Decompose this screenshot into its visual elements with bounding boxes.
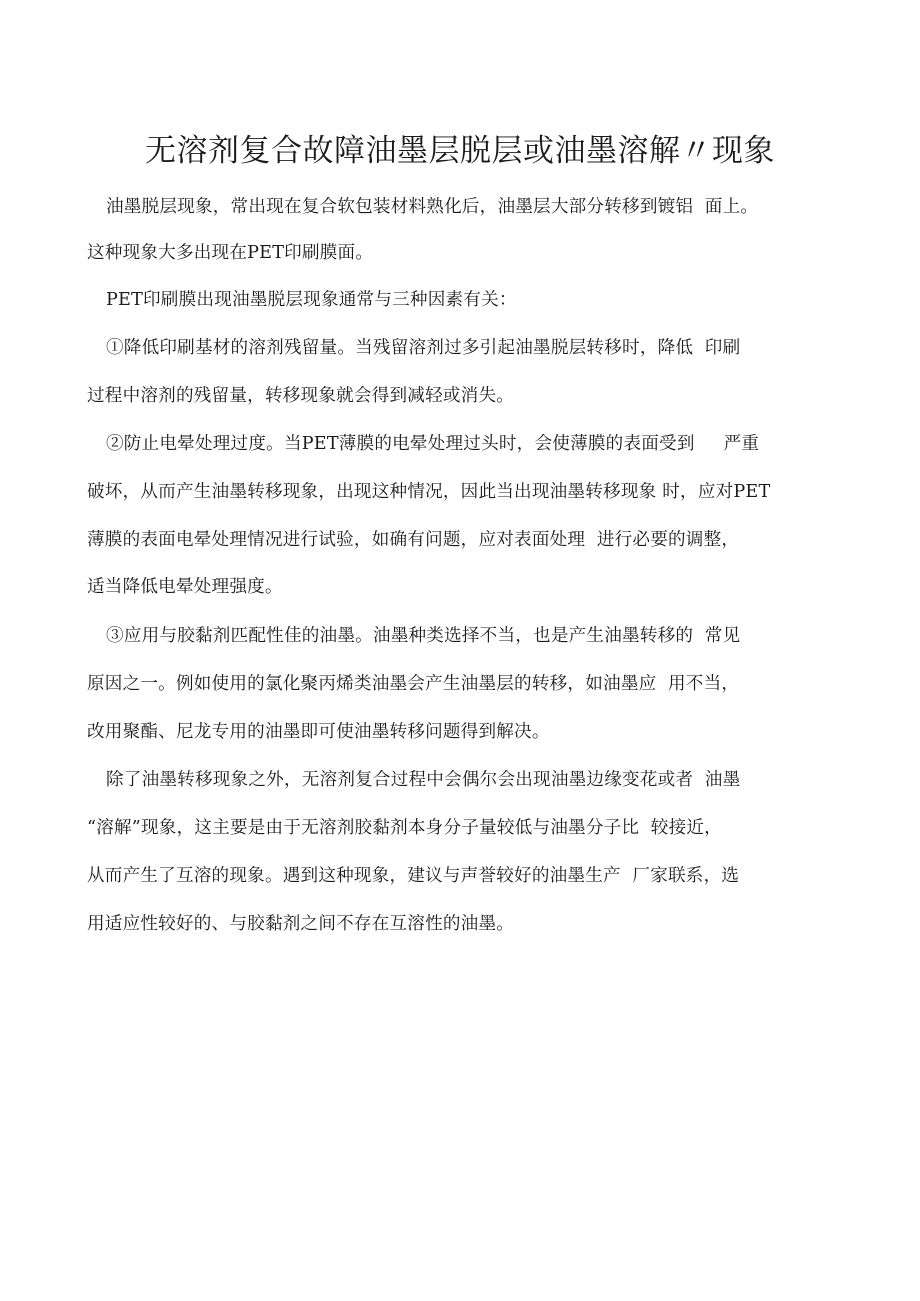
paragraph-line: 破坏，从而产生油墨转移现象，出现这种情况，因此当出现油墨转移现象 时，应对PET: [87, 482, 771, 502]
paragraph-line: 过程中溶剂的残留量，转移现象就会得到减轻或消失。: [87, 386, 515, 406]
paragraph-line: 除了油墨转移现象之外，无溶剂复合过程中会偶尔会出现油墨边缘变花或者 油墨: [106, 770, 741, 790]
paragraph-line: “溶解”现象，这主要是由于无溶剂胶黏剂本身分子量较低与油墨分子比 较接近，: [87, 818, 722, 838]
paragraph-line: 这种现象大多出现在PET印刷膜面。: [87, 243, 374, 263]
paragraph-line: ③应用与胶黏剂匹配性佳的油墨。油墨种类选择不当，也是产生油墨转移的 常见: [106, 626, 741, 646]
paragraph-line: ①降低印刷基材的溶剂残留量。当残留溶剂过多引起油墨脱层转移时，降低 印刷: [106, 338, 741, 358]
paragraph-line: 适当降低电晕处理强度。: [87, 577, 283, 597]
paragraph-line: ②防止电晕处理过度。当PET薄膜的电晕处理过头时，会使薄膜的表面受到 严重: [106, 434, 760, 454]
paragraph-line: 从而产生了互溶的现象。遇到这种现象，建议与声誉较好的油墨生产 厂家联系，选: [87, 866, 740, 886]
paragraph-line: 薄膜的表面电晕处理情况进行试验，如确有问题，应对表面处理 进行必要的调整，: [87, 530, 740, 550]
document-title: 无溶剂复合故障油墨层脱层或油墨溶解〃现象: [145, 133, 775, 169]
paragraph-line: 油墨脱层现象，常出现在复合软包装材料熟化后，油墨层大部分转移到镀铝 面上。: [106, 197, 759, 217]
paragraph-line: 改用聚酯、尼龙专用的油墨即可使油墨转移问题得到解决。: [87, 722, 550, 742]
paragraph-line: PET印刷膜出现油墨脱层现象通常与三种因素有关：: [106, 290, 517, 310]
paragraph-line: 用适应性较好的、与胶黏剂之间不存在互溶性的油墨。: [87, 914, 515, 934]
paragraph-line: 原因之一。例如使用的氯化聚丙烯类油墨会产生油墨层的转移，如油墨应 用不当，: [87, 674, 740, 694]
